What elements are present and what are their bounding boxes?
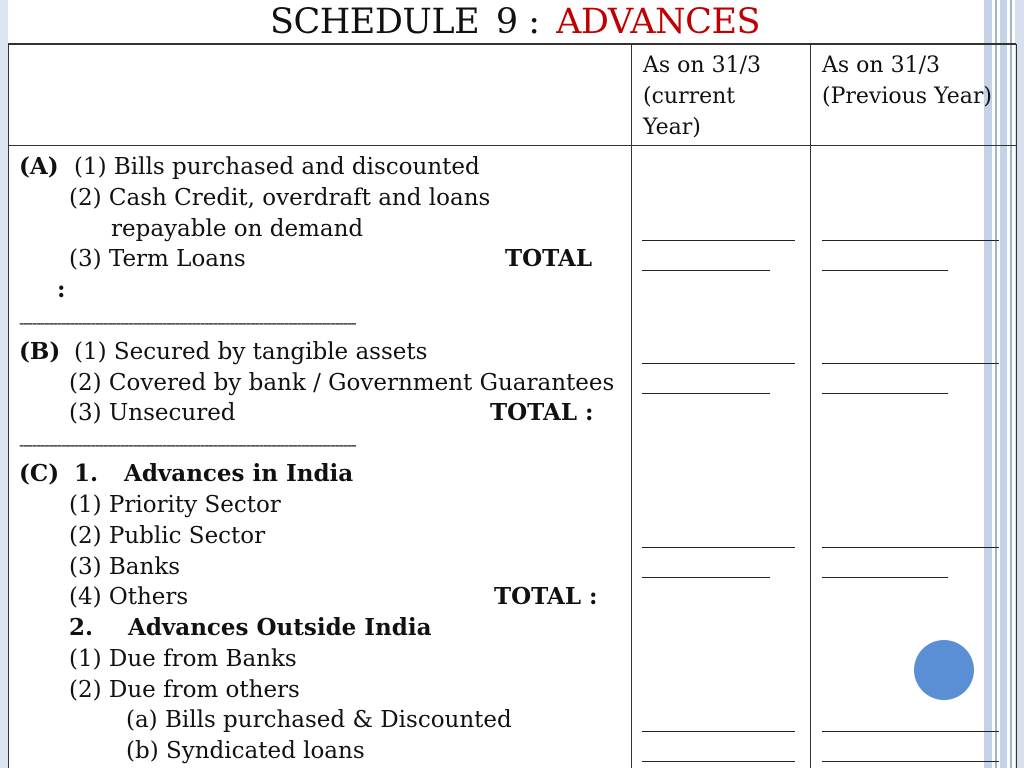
- blank-line-current: [642, 240, 795, 241]
- header-line: As on 31/3: [643, 53, 761, 78]
- title-number: 9 :: [495, 2, 540, 42]
- blank-line-previous: [822, 363, 999, 364]
- section-a-total: TOTAL: [505, 245, 593, 272]
- title-schedule: SCHEDULE: [270, 2, 480, 42]
- title-advances: ADVANCES: [556, 2, 760, 42]
- blank-line-previous: [822, 731, 999, 732]
- section-c-item: (b) Syndicated loans: [126, 738, 365, 764]
- header-line: Year): [643, 115, 701, 140]
- separator-line: --------------------------------------------------------------------------------: [19, 437, 356, 453]
- header-current-year: [643, 50, 761, 143]
- section-c-sub2-number: 2.: [69, 614, 94, 641]
- section-c-item: (1) Priority Sector: [69, 492, 281, 518]
- right-decor-stripe: [995, 0, 997, 768]
- header-line: As on 31/3: [822, 53, 940, 78]
- header-line: (current: [643, 84, 736, 109]
- column-divider: [810, 44, 811, 768]
- page-title: [270, 0, 760, 44]
- right-decor-stripe: [1000, 0, 1007, 768]
- left-decor-stripe: [0, 0, 8, 768]
- section-c-item: (3) Banks: [69, 554, 181, 580]
- right-decor-stripe: [984, 0, 992, 768]
- blank-line-previous: [822, 547, 999, 548]
- section-c-sub2-title: Advances Outside India: [128, 614, 432, 641]
- section-c-item: (1) Due from Banks: [69, 646, 297, 672]
- blank-line-previous: [822, 577, 948, 578]
- section-c-item: (2) Public Sector: [69, 523, 266, 549]
- blank-line-current: [642, 731, 795, 732]
- header-previous-year: [822, 50, 992, 112]
- section-b-label: (B): [19, 338, 61, 365]
- section-c-total: TOTAL :: [494, 583, 598, 610]
- blank-line-previous: [822, 761, 999, 762]
- section-b-item: (1) Secured by tangible assets: [74, 339, 428, 365]
- section-b-item: (3) Unsecured: [69, 400, 236, 426]
- blank-line-current: [642, 761, 795, 762]
- section-a-item: (1) Bills purchased and discounted: [74, 154, 480, 180]
- table-left-border: [8, 44, 9, 768]
- section-c-item: (a) Bills purchased & Discounted: [126, 707, 512, 733]
- right-decor-stripe: [1010, 0, 1012, 768]
- column-divider: [631, 44, 632, 768]
- header-row-divider: [8, 145, 1016, 146]
- blank-line-previous: [822, 240, 999, 241]
- table-right-border: [1016, 44, 1017, 768]
- section-a-item: (3) Term Loans: [69, 246, 246, 272]
- blank-line-current: [642, 363, 795, 364]
- section-b-item: (2) Covered by bank / Government Guarantees: [69, 370, 615, 396]
- header-line: (Previous Year): [822, 84, 992, 109]
- section-c-sub1-title: Advances in India: [124, 460, 354, 487]
- section-a-item: (2) Cash Credit, overdraft and loans: [69, 185, 491, 211]
- section-c-label: (C): [19, 460, 60, 487]
- section-b-total: TOTAL :: [490, 399, 594, 426]
- section-a-label: (A): [19, 153, 59, 180]
- section-c-item: (4) Others: [69, 584, 189, 610]
- decorative-circle: [914, 640, 974, 700]
- blank-line-current: [642, 393, 770, 394]
- blank-line-current: [642, 547, 795, 548]
- blank-line-previous: [822, 393, 948, 394]
- blank-line-current: [642, 577, 770, 578]
- section-c-sub1-number: 1.: [74, 460, 99, 487]
- separator-line: --------------------------------------------------------------------------------: [19, 315, 356, 331]
- table-top-border: [8, 43, 1016, 45]
- blank-line-current: [642, 270, 770, 271]
- section-c-item: (2) Due from others: [69, 677, 300, 703]
- section-a-total-colon: :: [57, 276, 66, 303]
- blank-line-previous: [822, 270, 948, 271]
- section-a-item: repayable on demand: [111, 216, 364, 242]
